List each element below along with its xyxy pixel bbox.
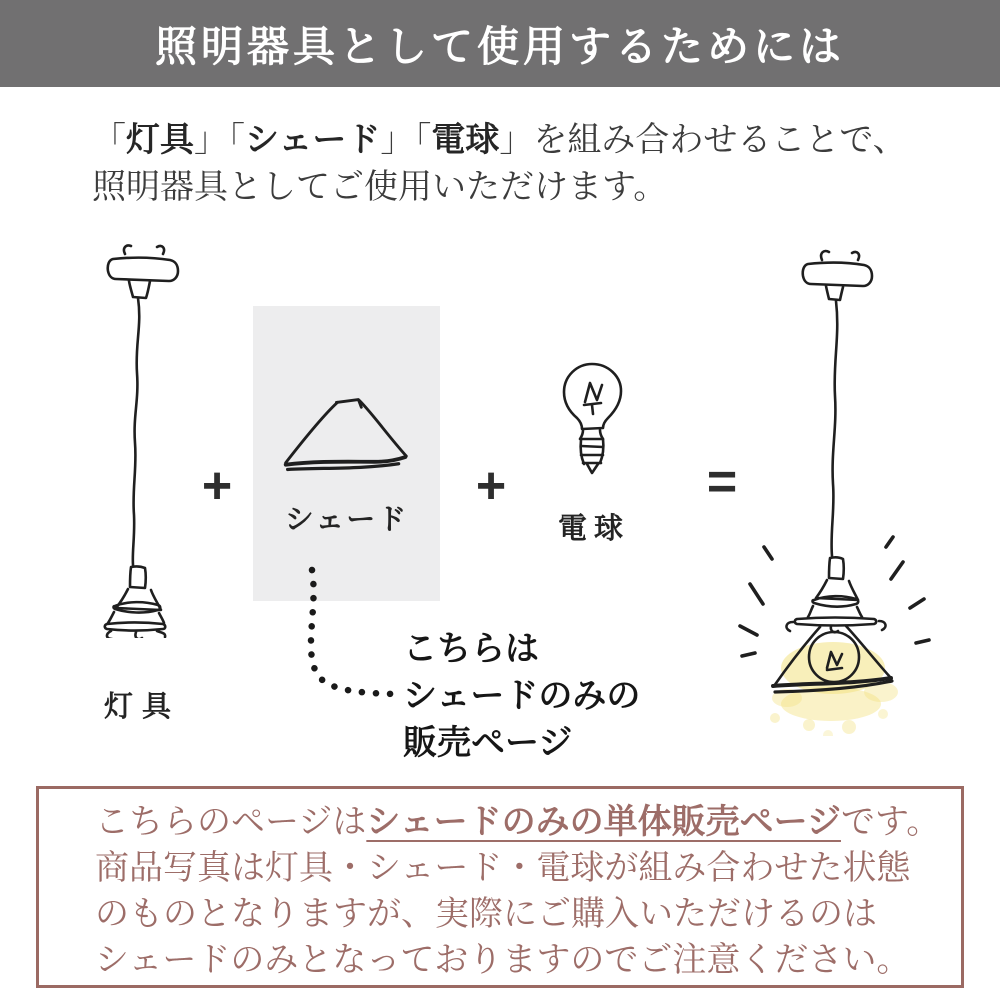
notice-line-1-pre: こちらのページは	[95, 803, 367, 841]
callout-line-3: 販売ページ	[403, 724, 573, 762]
intro-word-shade: シェード	[245, 121, 381, 159]
shade-panel	[253, 306, 440, 601]
bracket: 「	[228, 121, 245, 159]
header-banner	[0, 0, 1000, 87]
lamp-fixture-label: 灯具	[104, 691, 181, 723]
notice-line-1	[95, 799, 953, 845]
intro-word-bulb: 電球	[431, 121, 500, 159]
bulb-label: 電球	[557, 513, 630, 545]
notice-box	[36, 786, 964, 988]
intro-word-lamp: 灯具	[126, 121, 194, 159]
callout-line-2: シェードのみの	[403, 677, 641, 715]
bulb-illustration	[556, 360, 628, 487]
bulb-drawing	[556, 360, 628, 482]
plus-icon: +	[201, 457, 233, 515]
assembled-lamp-drawing	[733, 248, 945, 736]
bracket: 「	[414, 121, 432, 159]
bracket: 「	[92, 121, 126, 159]
notice-highlight: シェードのみの単体販売ページ	[366, 803, 841, 841]
intro-tail: を組み合わせることで、	[533, 121, 907, 159]
notice-line-2: 商品写真は灯具・シェード・電球が組み合わせた状態	[95, 849, 911, 887]
equals-icon: =	[706, 453, 738, 511]
page-title: 照明器具として使用するためには	[154, 22, 845, 70]
shade-drawing	[279, 394, 413, 476]
shade-label: シェード	[284, 504, 409, 536]
pendant-cord-drawing	[100, 243, 185, 638]
dotted-connector	[298, 562, 408, 709]
bracket: 」	[194, 121, 228, 159]
callout-line-1: こちらは	[403, 630, 539, 668]
intro-text	[92, 117, 907, 211]
notice-line-1-post: です。	[840, 803, 941, 841]
notice-line-3: のものとなりますが、実際にご購入いただけるのは	[95, 895, 877, 933]
pendant-cord-illustration	[100, 243, 185, 643]
bracket: 」	[499, 121, 534, 159]
notice-line-4: シェードのみとなっておりますのでご注意ください。	[95, 941, 911, 979]
intro-line-2: 照明器具としてご使用いただけます。	[92, 168, 668, 206]
bracket: 」	[380, 121, 415, 159]
plus-icon: +	[475, 457, 507, 515]
shade-only-callout	[403, 626, 640, 767]
dotted-line-drawing	[298, 562, 408, 704]
assembled-lamp-illustration	[733, 248, 945, 741]
intro-line-1	[92, 117, 907, 164]
